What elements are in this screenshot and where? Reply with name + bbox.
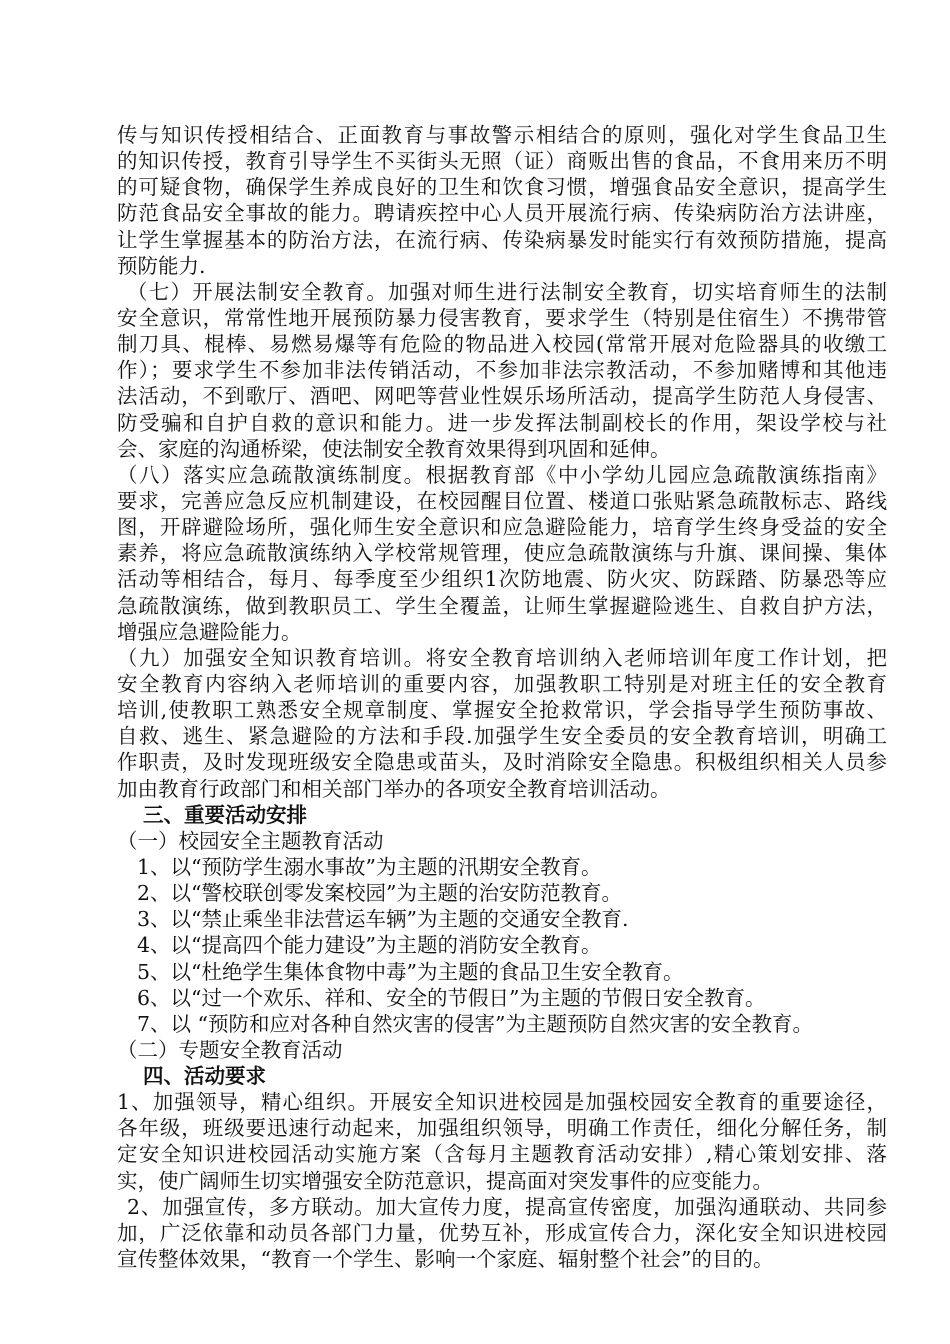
text-line: 的可疑食物，确保学生养成良好的卫生和饮食习惯，增强食品安全意识，提高学生: [117, 175, 887, 200]
text-line: 的知识传授，教育引导学生不买街头无照（证）商贩出售的食品，不食用来历不明: [117, 149, 887, 174]
list-item: 5、以“杜绝学生集体食物中毒”为主题的食品卫生安全教育。: [137, 959, 684, 984]
text-line: 让学生掌握基本的防治方法，在流行病、传染病暴发时能实行有效预防措施，提高: [117, 227, 887, 252]
list-item: 7、以 “预防和应对各种自然灾害的侵害”为主题预防自然灾害的安全教育。: [137, 1011, 814, 1036]
list-item: 1、以“预防学生溺水事故”为主题的汛期安全教育。: [137, 854, 602, 879]
text-line: 防受骗和自护自救的意识和能力。进一步发挥法制副校长的作用，架设学校与社: [117, 410, 887, 435]
text-line: （七）开展法制安全教育。加强对师生进行法制安全教育，切实培育师生的法制: [127, 279, 887, 304]
paragraph-legal-safety: [117, 279, 887, 462]
paragraph-publicity: [117, 1194, 887, 1272]
text-line: （九）加强安全知识教育培训。将安全教育培训纳入老师培训年度工作计划，把: [117, 645, 887, 670]
text-line: 增强应急避险能力。: [117, 619, 302, 644]
text-line: 会、家庭的沟通桥梁，使法制安全教育效果得到巩固和延伸。: [117, 436, 671, 461]
paragraph-leadership: [117, 1089, 887, 1194]
paragraph-food-safety-continued: [117, 122, 887, 279]
text-line: 加，广泛依靠和动员各部门力量，优势互补，形成宣传合力，深化安全知识进校园: [117, 1220, 887, 1245]
text-line: 宣传整体效果，“教育一个学生、影响一个家庭、辐射整个社会”的目的。: [117, 1247, 774, 1272]
text-line: 实，使广阔师生切实增强安全防范意识，提高面对突发事件的应变能力。: [117, 1168, 773, 1193]
section-heading-requirements: 四、活动要求: [143, 1064, 266, 1089]
paragraph-safety-training: [117, 645, 887, 802]
text-line: 要求，完善应急反应机制建设，在校园醒目位置、楼道口张贴紧急疏散标志、路线: [117, 488, 887, 513]
text-line: 安全意识，常常性地开展预防暴力侵害教育，要求学生（特别是住宿生）不携带管: [117, 305, 887, 330]
text-line: 培训,使教职工熟悉安全规章制度、掌握安全抢救常识，学会指导学生预防事故、: [117, 698, 887, 723]
text-line: 作）；要求学生不参加非法传销活动，不参加非法宗教活动，不参加赌博和其他违: [117, 358, 887, 383]
text-line: 1、加强领导，精心组织。开展安全知识进校园是加强校园安全教育的重要途径，: [117, 1090, 887, 1115]
text-line: 图，开辟避险场所，强化师生安全意识和应急避险能力，培育学生终身受益的安全: [117, 515, 887, 540]
text-line: 法活动，不到歌厅、酒吧、网吧等营业性娱乐场所活动，提高学生防范人身侵害、: [117, 384, 887, 409]
text-line: 各年级，班级要迅速行动起来，加强组织领导，明确工作责任，细化分解任务，制: [117, 1116, 887, 1141]
text-line: 防范食品安全事故的能力。聘请疾控中心人员开展流行病、传染病防治方法讲座，: [117, 201, 887, 226]
text-line: 定安全知识进校园活动实施方案（含每月主题教育活动安排）,精心策划安排、落: [117, 1142, 887, 1167]
text-line: 活动等相结合，每月、每季度至少组织1次防地震、防火灾、防踩踏、防暴恐等应: [117, 567, 887, 592]
list-item: 4、以“提高四个能力建设”为主题的消防安全教育。: [137, 933, 602, 958]
paragraph-evacuation-drills: [117, 462, 887, 645]
text-line: 自救、逃生、紧急避险的方法和手段.加强学生安全委员的安全教育培训，明确工: [117, 724, 887, 749]
subsection-heading-campus-themes: （一）校园安全主题教育活动: [117, 828, 384, 853]
theme-activity-list: [117, 854, 887, 1037]
text-line: 急疏散演练，做到教职员工、学生全覆盖，让师生掌握避险逃生、自救自护方法，: [117, 593, 887, 618]
text-line: （八）落实应急疏散演练制度。根据教育部《中小学幼儿园应急疏散演练指南》: [117, 462, 887, 487]
section-heading-activities: 三、重要活动安排: [143, 802, 307, 827]
document-page: [117, 122, 887, 1272]
list-item: 2、以“警校联创零发案校园”为主题的治安防范教育。: [137, 881, 623, 906]
text-line: 传与知识传授相结合、正面教育与事故警示相结合的原则，强化对学生食品卫生: [117, 123, 887, 147]
text-line: 素养，将应急疏散演练纳入学校常规管理，使应急疏散演练与升旗、课间操、集体: [117, 541, 887, 566]
subsection-heading-special-topics: （二）专题安全教育活动: [117, 1037, 343, 1062]
text-line: 预防能力.: [117, 253, 206, 278]
text-line: 加由教育行政部门和相关部门举办的各项安全教育培训活动。: [117, 776, 671, 801]
text-line: 安全教育内容纳入老师培训的重要内容，加强教职工特别是对班主任的安全教育: [117, 671, 887, 696]
list-item: 6、以“过一个欢乐、祥和、安全的节假日”为主题的节假日安全教育。: [137, 985, 766, 1010]
text-line: 制刀具、棍棒、易燃易爆等有危险的物品进入校园(常常开展对危险器具的收缴工: [117, 332, 887, 357]
list-item: 3、以“禁止乘坐非法营运车辆”为主题的交通安全教育.: [137, 907, 629, 932]
text-line: 作职责，及时发现班级安全隐患或苗头，及时消除安全隐患。积极组织相关人员参: [117, 750, 887, 775]
text-line: 2、加强宣传，多方联动。加大宣传力度，提高宣传密度，加强沟通联动、共同参: [127, 1194, 887, 1219]
